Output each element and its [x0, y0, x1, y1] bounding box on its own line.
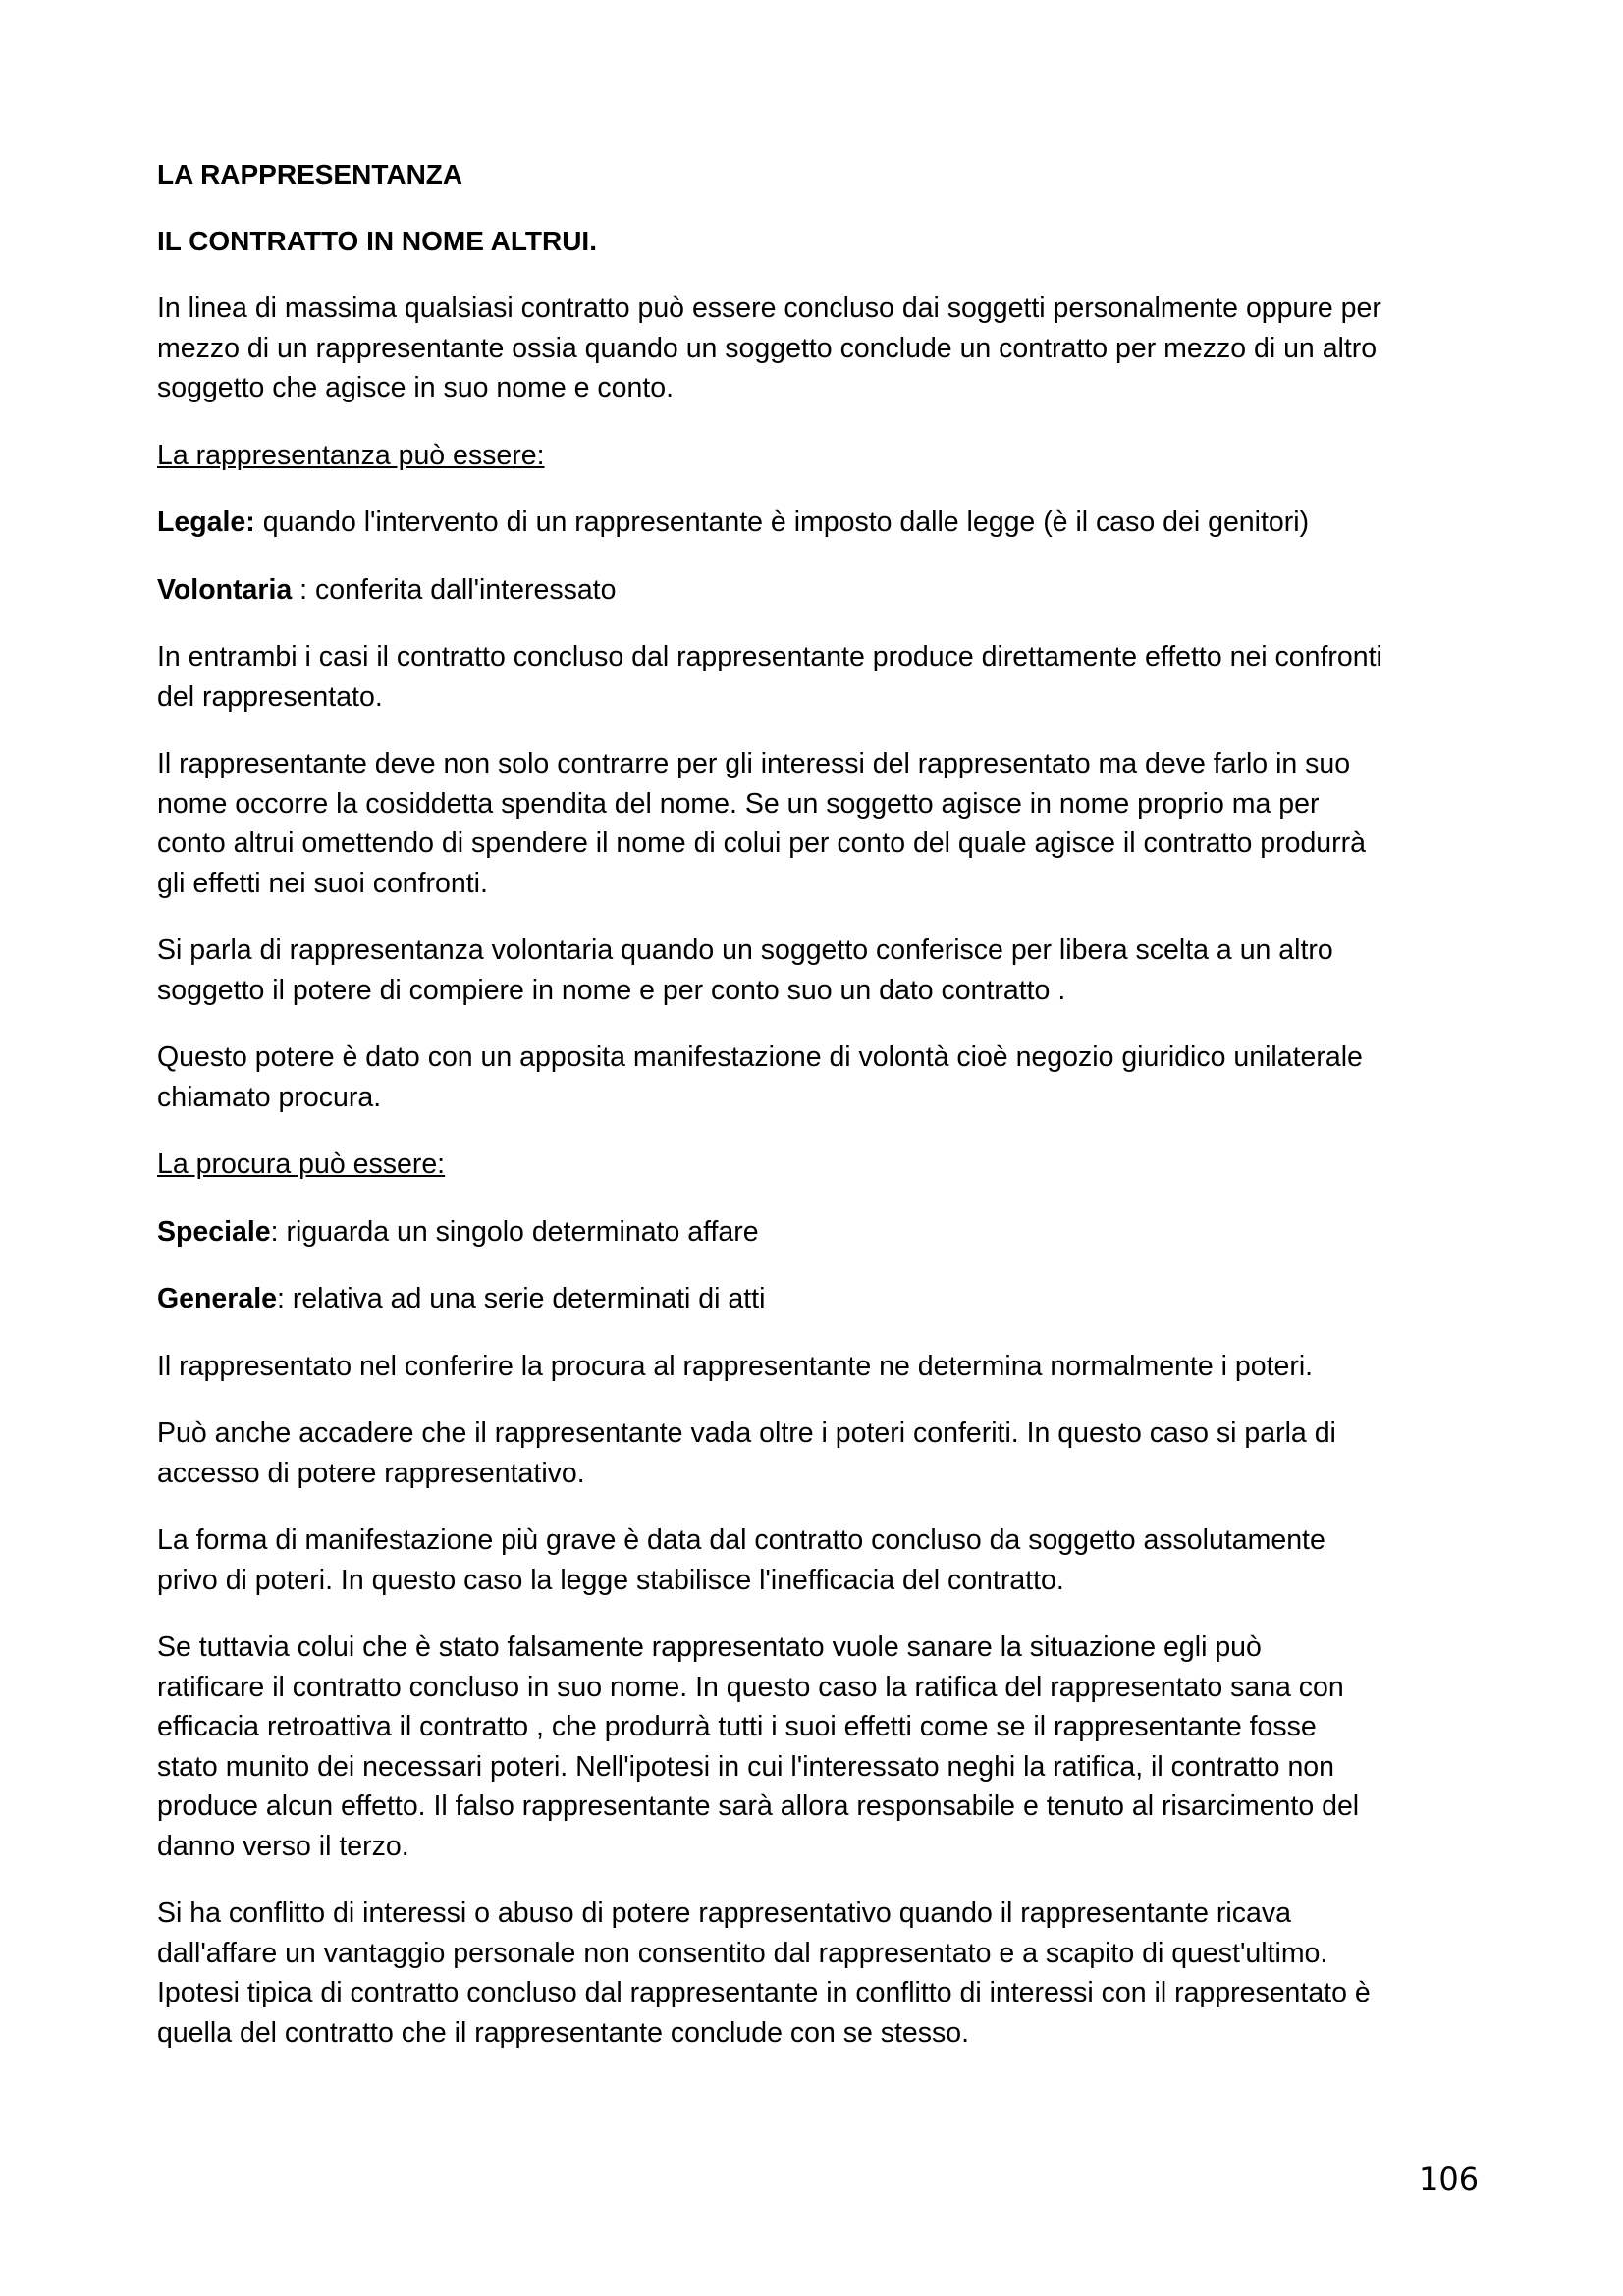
term-volontaria: Volontaria	[157, 573, 293, 606]
text-line: quella del contratto che il rappresentante conclude con se stesso.	[157, 2016, 970, 2049]
text-line: soggetto il potere di compiere in nome e per conto suo un dato contratto .	[157, 974, 1066, 1006]
text-line: In linea di massima qualsiasi contratto può essere concluso dai soggetti personalmente oppure per	[157, 293, 1381, 324]
text-line: ratificare il contratto concluso in suo nome. In questo caso la ratifica del rappresentato sana con	[157, 1671, 1344, 1703]
text-line: conto altrui omettendo di spendere il nome di colui per conto del quale agisce il contratto produrrà	[157, 828, 1366, 859]
definition-text: : relativa ad una serie determinati di atti	[277, 1283, 766, 1314]
page-number: 106	[1419, 2161, 1480, 2198]
text-line: Ipotesi tipica di contratto concluso dal rappresentante in conflitto di interessi con il rappresentato è	[157, 1977, 1371, 2008]
text-line: La forma di manifestazione più grave è data dal contratto concluso da soggetto assolutamente	[157, 1524, 1325, 1556]
term-generale: Generale	[157, 1283, 277, 1314]
definition-generale	[157, 1279, 1478, 1319]
text-line: efficacia retroattiva il contratto , che produrrà tutti i suoi effetti come se il rappresentante fosse	[157, 1711, 1317, 1742]
section-title: LA RAPPRESENTANZA	[157, 159, 463, 189]
paragraph-ratifica	[157, 1628, 1478, 1866]
underlined-heading: La rappresentanza può essere:	[157, 439, 545, 471]
definition-text: : riguarda un singolo determinato affare	[270, 1215, 759, 1248]
definition-speciale	[157, 1212, 1478, 1253]
text-line: Può anche accadere che il rappresentante vada oltre i poteri conferiti. In questo caso si parla di	[157, 1417, 1336, 1449]
text-line: In entrambi i casi il contratto concluso dal rappresentante produce direttamente effetto nei confronti	[157, 641, 1382, 672]
rappresentanza-types-heading	[157, 436, 1478, 476]
text-line: Il rappresentante deve non solo contrarre per gli interessi del rappresentato ma deve farlo in suo	[157, 748, 1351, 779]
paragraph-intro	[157, 289, 1478, 408]
text-line: Questo potere è dato con un apposita manifestazione di volontà cioè negozio giuridico unilaterale	[157, 1041, 1363, 1073]
definition-text: quando l'intervento di un rappresentante è imposto dalle legge (è il caso dei genitori)	[254, 507, 1310, 538]
text-line: danno verso il terzo.	[157, 1830, 409, 1862]
definition-text: : conferita dall'interessato	[292, 573, 617, 606]
text-line: soggetto che agisce in suo nome e conto.	[157, 372, 675, 403]
text-line: Se tuttavia colui che è stato falsamente rappresentato vuole sanare la situazione egli può	[157, 1631, 1262, 1663]
text-line: Il rappresentato nel conferire la procura al rappresentante ne determina normalmente i poteri.	[157, 1350, 1314, 1382]
term-speciale: Speciale	[157, 1215, 271, 1248]
text-line: mezzo di un rappresentante ossia quando un soggetto conclude un contratto per mezzo di un altro	[157, 332, 1378, 364]
term-legale: Legale:	[157, 507, 255, 538]
paragraph-poteri	[157, 1347, 1478, 1387]
text-line: stato munito dei necessari poteri. Nell'ipotesi in cui l'interessato neghi la ratifica, il contratto non	[157, 1750, 1335, 1783]
paragraph-forma	[157, 1521, 1478, 1600]
text-line: privo di poteri. In questo caso la legge stabilisce l'inefficacia del contratto.	[157, 1564, 1064, 1596]
definition-volontaria	[157, 570, 1478, 611]
underlined-heading: La procura può essere:	[157, 1148, 446, 1180]
paragraph-procura-def	[157, 1038, 1478, 1117]
document-page	[157, 155, 1478, 2053]
text-line: dall'affare un vantaggio personale non consentito dal rappresentato e a scapito di quest'ultimo.	[157, 1937, 1328, 1969]
text-line: gli effetti nei suoi confronti.	[157, 867, 488, 899]
paragraph-spendita	[157, 744, 1478, 903]
definition-legale	[157, 503, 1478, 543]
text-line: del rappresentato.	[157, 680, 383, 713]
paragraph-accesso	[157, 1414, 1478, 1493]
text-line: nome occorre la cosiddetta spendita del nome. Se un soggetto agisce in nome proprio ma per	[157, 787, 1320, 820]
text-line: Si parla di rappresentanza volontaria quando un soggetto conferisce per libera scelta a un altro	[157, 934, 1333, 966]
paragraph-conflitto	[157, 1894, 1478, 2053]
text-line: accesso di potere rappresentativo.	[157, 1457, 585, 1489]
paragraph-volontaria-def	[157, 931, 1478, 1010]
procura-types-heading	[157, 1145, 1478, 1185]
text-line: Si ha conflitto di interessi o abuso di potere rappresentativo quando il rappresentante ricava	[157, 1897, 1291, 1929]
section-subtitle: IL CONTRATTO IN NOME ALTRUI.	[157, 226, 597, 256]
text-line: chiamato procura.	[157, 1081, 382, 1113]
text-line: produce alcun effetto. Il falso rappresentante sarà allora responsabile e tenuto al risarcimento del	[157, 1790, 1360, 1822]
paragraph-entrambi	[157, 637, 1478, 717]
